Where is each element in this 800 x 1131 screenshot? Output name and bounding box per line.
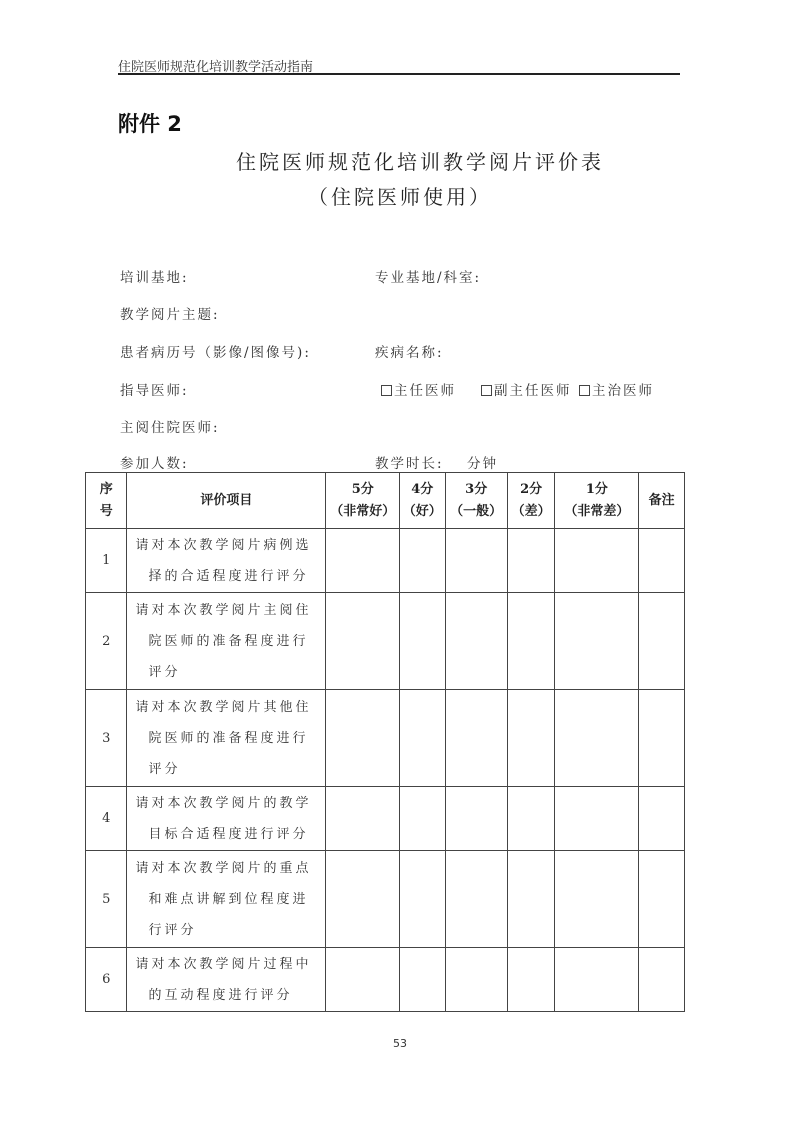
option-label: 副主任医师 bbox=[494, 383, 572, 399]
page-number: 53 bbox=[393, 1037, 407, 1050]
option-attending-physician[interactable] bbox=[579, 379, 654, 399]
item-text-line: 院医师的准备程度进行 bbox=[148, 633, 309, 649]
table-row bbox=[86, 529, 685, 593]
training-base-label: 培训基地: bbox=[120, 270, 189, 286]
item-text-line: 评分 bbox=[148, 761, 181, 777]
option-associate-chief-physician[interactable] bbox=[481, 379, 572, 399]
header-rule bbox=[118, 73, 680, 75]
row-number: 1 bbox=[86, 529, 127, 593]
checkbox-icon[interactable] bbox=[481, 385, 492, 396]
main-resident-label: 主阅住院医师: bbox=[120, 420, 220, 436]
score-2-cell[interactable] bbox=[507, 593, 555, 690]
remark-cell[interactable] bbox=[639, 948, 685, 1012]
score-2-cell[interactable] bbox=[507, 529, 555, 593]
score-3-cell[interactable] bbox=[445, 787, 507, 851]
remark-cell[interactable] bbox=[639, 690, 685, 787]
evaluation-item bbox=[127, 529, 326, 593]
table-row bbox=[86, 593, 685, 690]
score-3-cell[interactable] bbox=[445, 593, 507, 690]
row-number: 5 bbox=[86, 851, 127, 948]
score-3-cell[interactable] bbox=[445, 948, 507, 1012]
score-4-cell[interactable] bbox=[400, 593, 446, 690]
evaluation-item bbox=[127, 851, 326, 948]
remark-cell[interactable] bbox=[639, 529, 685, 593]
remark-cell[interactable] bbox=[639, 593, 685, 690]
score-4-cell[interactable] bbox=[400, 787, 446, 851]
item-text-line: 择的合适程度进行评分 bbox=[148, 568, 309, 584]
row-number: 2 bbox=[86, 593, 127, 690]
checkbox-icon[interactable] bbox=[381, 385, 392, 396]
score-5-cell[interactable] bbox=[326, 593, 400, 690]
header-score-5: 5分 （非常好） bbox=[326, 473, 400, 529]
score-4-cell[interactable] bbox=[400, 851, 446, 948]
score-2-cell[interactable] bbox=[507, 851, 555, 948]
item-text-line: 请对本次教学阅片病例选 bbox=[135, 537, 312, 553]
supervisor-label: 指导医师: bbox=[120, 383, 189, 399]
score-1-cell[interactable] bbox=[555, 787, 639, 851]
score-3-cell[interactable] bbox=[445, 529, 507, 593]
evaluation-item bbox=[127, 787, 326, 851]
item-text-line: 的互动程度进行评分 bbox=[148, 987, 293, 1003]
score-5-cell[interactable] bbox=[326, 690, 400, 787]
score-1-cell[interactable] bbox=[555, 948, 639, 1012]
table-row bbox=[86, 851, 685, 948]
item-text-line: 行评分 bbox=[148, 922, 197, 938]
score-4-cell[interactable] bbox=[400, 690, 446, 787]
option-label: 主治医师 bbox=[592, 383, 654, 399]
running-header: 住院医师规范化培训教学活动指南 bbox=[118, 60, 314, 75]
header-score-3: 3分 （一般） bbox=[445, 473, 507, 529]
table-row bbox=[86, 787, 685, 851]
specialty-base-label: 专业基地/科室: bbox=[375, 270, 482, 286]
remark-cell[interactable] bbox=[639, 851, 685, 948]
score-5-cell[interactable] bbox=[326, 851, 400, 948]
item-text-line: 请对本次教学阅片的重点 bbox=[135, 860, 312, 876]
item-text-line: 请对本次教学阅片的教学 bbox=[135, 795, 312, 811]
item-text-line: 和难点讲解到位程度进 bbox=[148, 891, 309, 907]
evaluation-table bbox=[85, 472, 685, 1012]
score-1-cell[interactable] bbox=[555, 529, 639, 593]
header-seq: 序 号 bbox=[86, 473, 127, 529]
form-subtitle: （住院医师使用） bbox=[308, 185, 492, 209]
item-text-line: 目标合适程度进行评分 bbox=[148, 826, 309, 842]
score-4-cell[interactable] bbox=[400, 529, 446, 593]
row-number: 6 bbox=[86, 948, 127, 1012]
score-2-cell[interactable] bbox=[507, 787, 555, 851]
option-label: 主任医师 bbox=[394, 383, 456, 399]
duration-label: 教学时长: bbox=[375, 456, 444, 472]
score-4-cell[interactable] bbox=[400, 948, 446, 1012]
duration-unit: 分钟 bbox=[467, 456, 498, 472]
score-2-cell[interactable] bbox=[507, 948, 555, 1012]
header-score-1: 1分 （非常差） bbox=[555, 473, 639, 529]
row-number: 4 bbox=[86, 787, 127, 851]
score-1-cell[interactable] bbox=[555, 593, 639, 690]
patient-record-label: 患者病历号（影像/图像号): bbox=[120, 345, 311, 361]
item-text-line: 请对本次教学阅片主阅住 bbox=[135, 602, 312, 618]
remark-cell[interactable] bbox=[639, 787, 685, 851]
disease-name-label: 疾病名称: bbox=[375, 345, 444, 361]
score-1-cell[interactable] bbox=[555, 690, 639, 787]
score-3-cell[interactable] bbox=[445, 690, 507, 787]
table-row bbox=[86, 690, 685, 787]
header-score-2: 2分 （差） bbox=[507, 473, 555, 529]
score-3-cell[interactable] bbox=[445, 851, 507, 948]
evaluation-item bbox=[127, 690, 326, 787]
item-text-line: 院医师的准备程度进行 bbox=[148, 730, 309, 746]
score-5-cell[interactable] bbox=[326, 948, 400, 1012]
evaluation-item bbox=[127, 948, 326, 1012]
header-score-4: 4分 （好） bbox=[400, 473, 446, 529]
option-chief-physician[interactable] bbox=[381, 379, 456, 399]
table-header-row bbox=[86, 473, 685, 529]
score-2-cell[interactable] bbox=[507, 690, 555, 787]
item-text-line: 请对本次教学阅片过程中 bbox=[135, 956, 312, 972]
score-5-cell[interactable] bbox=[326, 529, 400, 593]
participants-label: 参加人数: bbox=[120, 456, 189, 472]
score-1-cell[interactable] bbox=[555, 851, 639, 948]
header-remark: 备注 bbox=[639, 473, 685, 529]
item-text-line: 请对本次教学阅片其他住 bbox=[135, 699, 312, 715]
checkbox-icon[interactable] bbox=[579, 385, 590, 396]
annex-label: 附件 2 bbox=[118, 112, 182, 136]
item-text-line: 评分 bbox=[148, 664, 181, 680]
form-title: 住院医师规范化培训教学阅片评价表 bbox=[236, 150, 604, 174]
row-number: 3 bbox=[86, 690, 127, 787]
header-item: 评价项目 bbox=[127, 473, 326, 529]
topic-label: 教学阅片主题: bbox=[120, 307, 220, 323]
score-5-cell[interactable] bbox=[326, 787, 400, 851]
table-row bbox=[86, 948, 685, 1012]
evaluation-item bbox=[127, 593, 326, 690]
